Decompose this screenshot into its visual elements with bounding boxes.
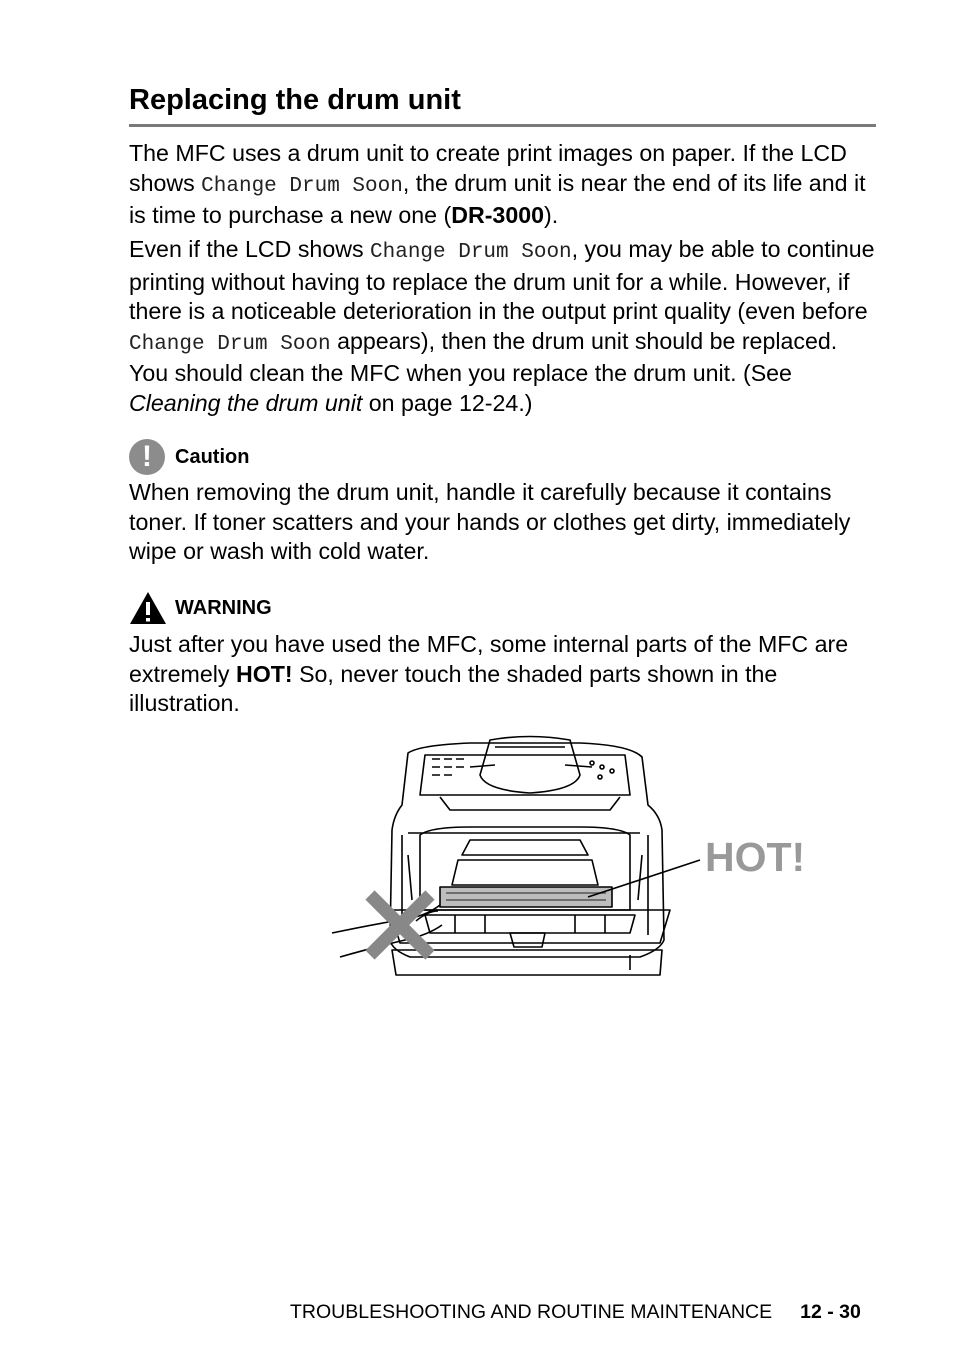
cross-mark-icon (370, 895, 430, 955)
caution-text: When removing the drum unit, handle it carefully because it contains toner. If toner scatters and your hands or clothes get dirty, immediately wipe or wash with cold water. (129, 479, 851, 565)
detail-paragraph (129, 235, 879, 419)
intro-text-3: ). (544, 202, 559, 229)
intro-paragraph (129, 139, 879, 231)
lcd-message: Change Drum Soon (370, 241, 572, 264)
lcd-message: Change Drum Soon (129, 332, 331, 356)
page-number: 12 - 30 (800, 1301, 861, 1323)
page-title: Replacing the drum unit (129, 84, 461, 116)
title-rule (129, 124, 876, 127)
warning-text (129, 630, 879, 719)
warning-label: WARNING (175, 596, 272, 619)
caution-heading (129, 439, 249, 475)
mfc-printer-illustration (330, 735, 710, 980)
footer-section: TROUBLESHOOTING AND ROUTINE MAINTENANCE (290, 1301, 773, 1323)
intro-text-1: The MFC uses a drum unit to create print images on paper. If the LCD shows (129, 140, 847, 196)
model-number: DR-3000 (451, 202, 545, 229)
intro-text-2: , the drum unit is near the end of its life and it is time to purchase a new one ( (129, 169, 866, 229)
warning-text-1: Just after you have used the MFC, some internal parts of the MFC are extremely (129, 631, 849, 687)
page-footer (290, 1300, 861, 1324)
lcd-message: Change Drum Soon (201, 174, 403, 198)
exclamation-circle-icon: ! (129, 439, 165, 475)
caution-label: Caution (175, 445, 250, 468)
detail-text-4: on page 12-24.) (362, 389, 533, 416)
cross-reference-link: Cleaning the drum unit (129, 389, 363, 416)
warning-heading (129, 591, 272, 625)
hot-callout: HOT! (705, 834, 806, 880)
detail-text-3: appears), then the drum unit should be replaced. You should clean the MFC when you replace the drum unit. (See (129, 327, 838, 387)
warning-triangle-icon (129, 591, 167, 625)
detail-text-1: Even if the LCD shows (129, 236, 371, 262)
detail-text-2: , you may be able to continue printing without having to replace the drum unit for a while. However, if there is a noticeable deterioration in the output print quality (even before (129, 236, 875, 325)
hot-emphasis: HOT! (235, 660, 293, 687)
warning-text-2: So, never touch the shaded parts shown in the illustration. (129, 660, 778, 717)
